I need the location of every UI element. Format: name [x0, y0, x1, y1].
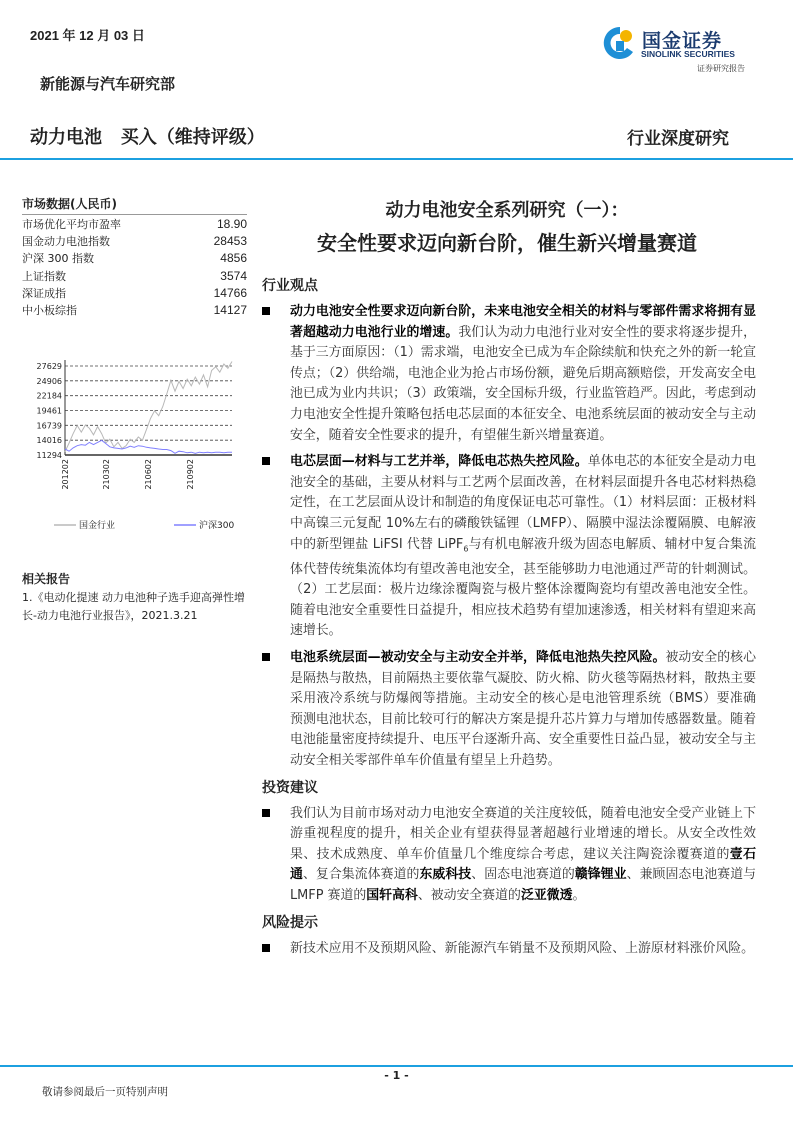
market-value: 18.90 [216, 217, 247, 231]
section-investment: 投资建议 [262, 779, 318, 796]
market-row [22, 285, 247, 302]
related-title: 相关报告 [22, 572, 71, 586]
y-tick-label: 24906 [36, 376, 62, 386]
section-risk: 风险提示 [262, 914, 318, 931]
x-tick-label: 210602 [144, 459, 153, 490]
logo-subtitle: 证券研究报告 [697, 64, 745, 73]
bullet-square-icon [262, 809, 270, 817]
company-name: 赣锋锂业 [574, 867, 627, 883]
x-tick-label: 201202 [61, 459, 70, 490]
bullet-text: 、固态电池赛道的 [471, 867, 575, 883]
report-title-line2: 安全性要求迈向新台阶，催生新兴增量赛道 [317, 231, 697, 255]
market-value: 4856 [220, 251, 247, 266]
x-tick-label: 210902 [186, 459, 195, 490]
bullet-text: 与有机电解液升级为固态电解质、辅材中复合集流体代替传统集流体均有望改善电池安全，甚至能够助力电池通过严苛的针刺测试。（2）工艺层面：极片边缘涂覆陶瓷与极片整体涂覆陶瓷均有望改善电池安全性。随着电池安全重要性日益提升，相应技术趋势有望加速渗透，相关材料有望迎来高速增长。 [290, 536, 756, 639]
market-data-panel [22, 195, 247, 319]
main-content [262, 276, 757, 959]
bullet-lead: 电芯层面—材料与工艺并举，降低电芯热失控风险。 [290, 454, 588, 470]
bullet-point [262, 804, 757, 907]
page-number: - 1 - [384, 1069, 409, 1082]
industry-rating: 动力电池 买入（维持评级） [30, 127, 265, 148]
market-label: 上证指数 [22, 269, 66, 283]
bullet-square-icon [262, 307, 270, 315]
bullet-text: 被动安全的核心是隔热与散热，目前隔热主要依靠气凝胶、防火棉、防火毯等隔热材料，散热主要采用液冷系统与防爆阀等措施。主动安全的核心是电池管理系统（BMS）要准确预测电池状态，目前比较可行的解决方案是提升芯片算力与增加传感器数量。随着电池能量密度持续提升、电压平台逐渐升高、安全重要性日益凸显，被动安全与主动安全相关零部件单车价值量有望呈上升趋势。 [290, 650, 757, 769]
bullet-text: 、被动安全赛道的 [417, 888, 521, 904]
bullet-text: 我们认为目前市场对动力电池安全赛道的关注度较低，随着电池安全受产业链上下游重视程度的提升，相关企业有望获得显著超越行业增速的增长。从安全改性效果、技术成熟度、单车价值量几个维度综合考虑，建议关注陶瓷涂覆赛道的 [290, 805, 756, 862]
footer-divider [0, 1065, 793, 1067]
company-name: 东威科技 [419, 867, 472, 883]
market-value: 28453 [213, 234, 247, 249]
report-type: 行业深度研究 [627, 129, 729, 149]
sinolink-logo-icon [603, 24, 637, 62]
series-line [65, 362, 232, 452]
department: 新能源与汽车研究部 [40, 75, 176, 93]
bullet-text: 我们认为动力电池行业对安全性的要求将逐步提升，基于三方面原因：（1）需求端，电池安全已成为车企除续航和快充之外的新一轮宣传点；（2）供给端，电池企业为抢占市场份额，避免后期高额赔偿，开发高安全电池已成为业内共识；（3）政策端，安全国标升级，行业监管趋严。因此，考虑到动力电池安全性提升策略包括电芯层面的本征安全、电池系统层面的被动安全与主动安全，随着安全性要求的提升，有望催生新兴增量赛道。 [290, 324, 757, 443]
market-row [22, 302, 247, 319]
bullet-lead: 动力电池安全性要求迈向新台阶，未来电池安全相关的材料与零部件需求将拥有显著超越动力电池行业的增速。 [290, 304, 756, 340]
y-tick-label: 19461 [36, 406, 62, 416]
bullet-point [262, 939, 757, 960]
market-row [22, 250, 247, 267]
market-value: 3574 [220, 268, 247, 283]
market-label: 国金动力电池指数 [22, 235, 110, 249]
logo-text-cn: 国金证券 [642, 30, 723, 52]
series-line [65, 440, 232, 453]
report-date: 2021 年 12 月 03 日 [30, 28, 145, 43]
y-tick-label: 11294 [36, 451, 62, 460]
bullet-square-icon [262, 653, 270, 661]
report-title-line1: 动力电池安全系列研究（一）： [385, 200, 629, 221]
market-row [22, 216, 247, 233]
market-row [22, 268, 247, 285]
market-label: 沪深 300 指数 [22, 252, 94, 266]
disclaimer-note: 敬请参阅最后一页特别声明 [42, 1086, 168, 1098]
bullet-text: 。 [572, 888, 586, 904]
x-tick-label: 210302 [102, 459, 111, 490]
y-tick-label: 27629 [36, 362, 62, 371]
bullet-text: 单体电芯的本征安全是动力电池安全的基础，主要从材料与工艺两个层面改善，在材料层面提升各电芯材料热稳定性，在工艺层面从设计和制造的角度保证电芯可靠性。（1）材料层面：正极材料中高镍三元复配 10%左右的磷酸铁锰锂（LMFP）、隔膜中湿法涂覆隔膜、电解液中的新型锂盐 LiFSI 代替 LiPF [290, 454, 757, 552]
logo-text-en: SINOLINK SECURITIES [641, 49, 735, 59]
y-tick-label: 16739 [36, 421, 62, 431]
market-label: 市场优化平均市盈率 [22, 218, 121, 231]
index-line-chart [18, 350, 248, 540]
bullet-lead: 电池系统层面—被动安全与主动安全并举，降低电池热失控风险。 [290, 650, 666, 666]
related-report-item[interactable]: 1.《电动化提速 动力电池种子选手迎高弹性增长-动力电池行业报告》，2021.3.21 [22, 591, 245, 622]
section-industry-view: 行业观点 [262, 278, 318, 294]
y-tick-label: 14016 [36, 436, 62, 446]
market-label: 中小板综指 [22, 303, 77, 317]
market-row [22, 233, 247, 250]
header-divider [0, 158, 793, 160]
market-value: 14766 [213, 285, 247, 300]
company-name: 国轩高科 [366, 888, 418, 904]
legend-label: 国金行业 [79, 521, 116, 531]
company-name: 泛亚微透 [520, 888, 573, 904]
market-label: 深证成指 [22, 286, 66, 300]
y-tick-label: 22184 [36, 391, 62, 401]
bullet-text: 新技术应用不及预期风险、新能源汽车销量不及预期风险、上游原材料涨价风险。 [290, 940, 755, 956]
company-name: 壹石通 [290, 846, 756, 883]
bullet-square-icon [262, 457, 270, 465]
bullet-point [262, 648, 757, 772]
market-data-title: 市场数据(人民币) [22, 195, 247, 215]
legend-label: 沪深300 [199, 521, 235, 531]
bullet-text: 、兼顾固态电池赛道与 LMFP 赛道的 [290, 867, 757, 904]
subscript: 6 [463, 544, 469, 554]
bullet-point [262, 452, 757, 642]
market-value: 14127 [213, 302, 247, 317]
bullet-point [262, 302, 757, 446]
related-reports [22, 570, 252, 625]
bullet-square-icon [262, 944, 270, 952]
bullet-text: 、复合集流体赛道的 [302, 867, 420, 883]
